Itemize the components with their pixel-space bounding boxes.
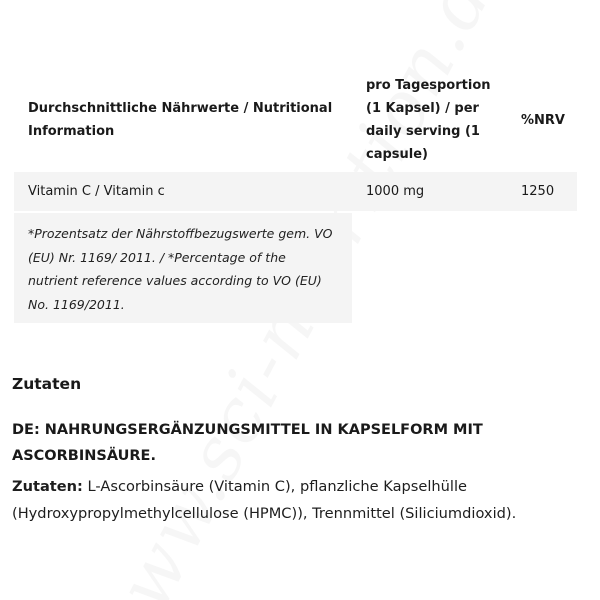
row-nutrient: Vitamin C / Vitamin c <box>28 184 165 199</box>
row-amount: 1000 mg <box>366 184 425 199</box>
header-nutrient: Durchschnittliche Nährwerte / Nutritional Information <box>28 101 333 139</box>
ingredients-list: L-Ascorbinsäure (Vitamin C), pflanzliche Kapselhülle (Hydroxypropylmethylcellulose (HPMC)), Trennmittel (Siliciumdioxid). <box>12 478 517 522</box>
table-row <box>14 172 577 211</box>
row-nrv: 1250 <box>521 184 555 199</box>
header-per-serving: pro Tagesportion (1 Kapsel) / per daily serving (1 capsule) <box>366 78 491 162</box>
table-header-row <box>14 68 577 172</box>
product-description: DE: NAHRUNGSERGÄNZUNGSMITTEL IN KAPSELFORM MIT ASCORBINSÄURE. <box>12 422 483 464</box>
ingredients-heading: Zutaten <box>12 375 82 393</box>
nutrition-table <box>14 68 577 323</box>
table-footnote: *Prozentsatz der Nährstoffbezugswerte gem. VO (EU) Nr. 1169/ 2011. / *Percentage of the nutrient reference values according to VO (EU) No. 1169/2011. <box>14 213 352 323</box>
header-nrv: %NRV <box>521 112 565 128</box>
ingredients-text <box>12 473 597 527</box>
ingredients-label: Zutaten: <box>12 478 83 495</box>
